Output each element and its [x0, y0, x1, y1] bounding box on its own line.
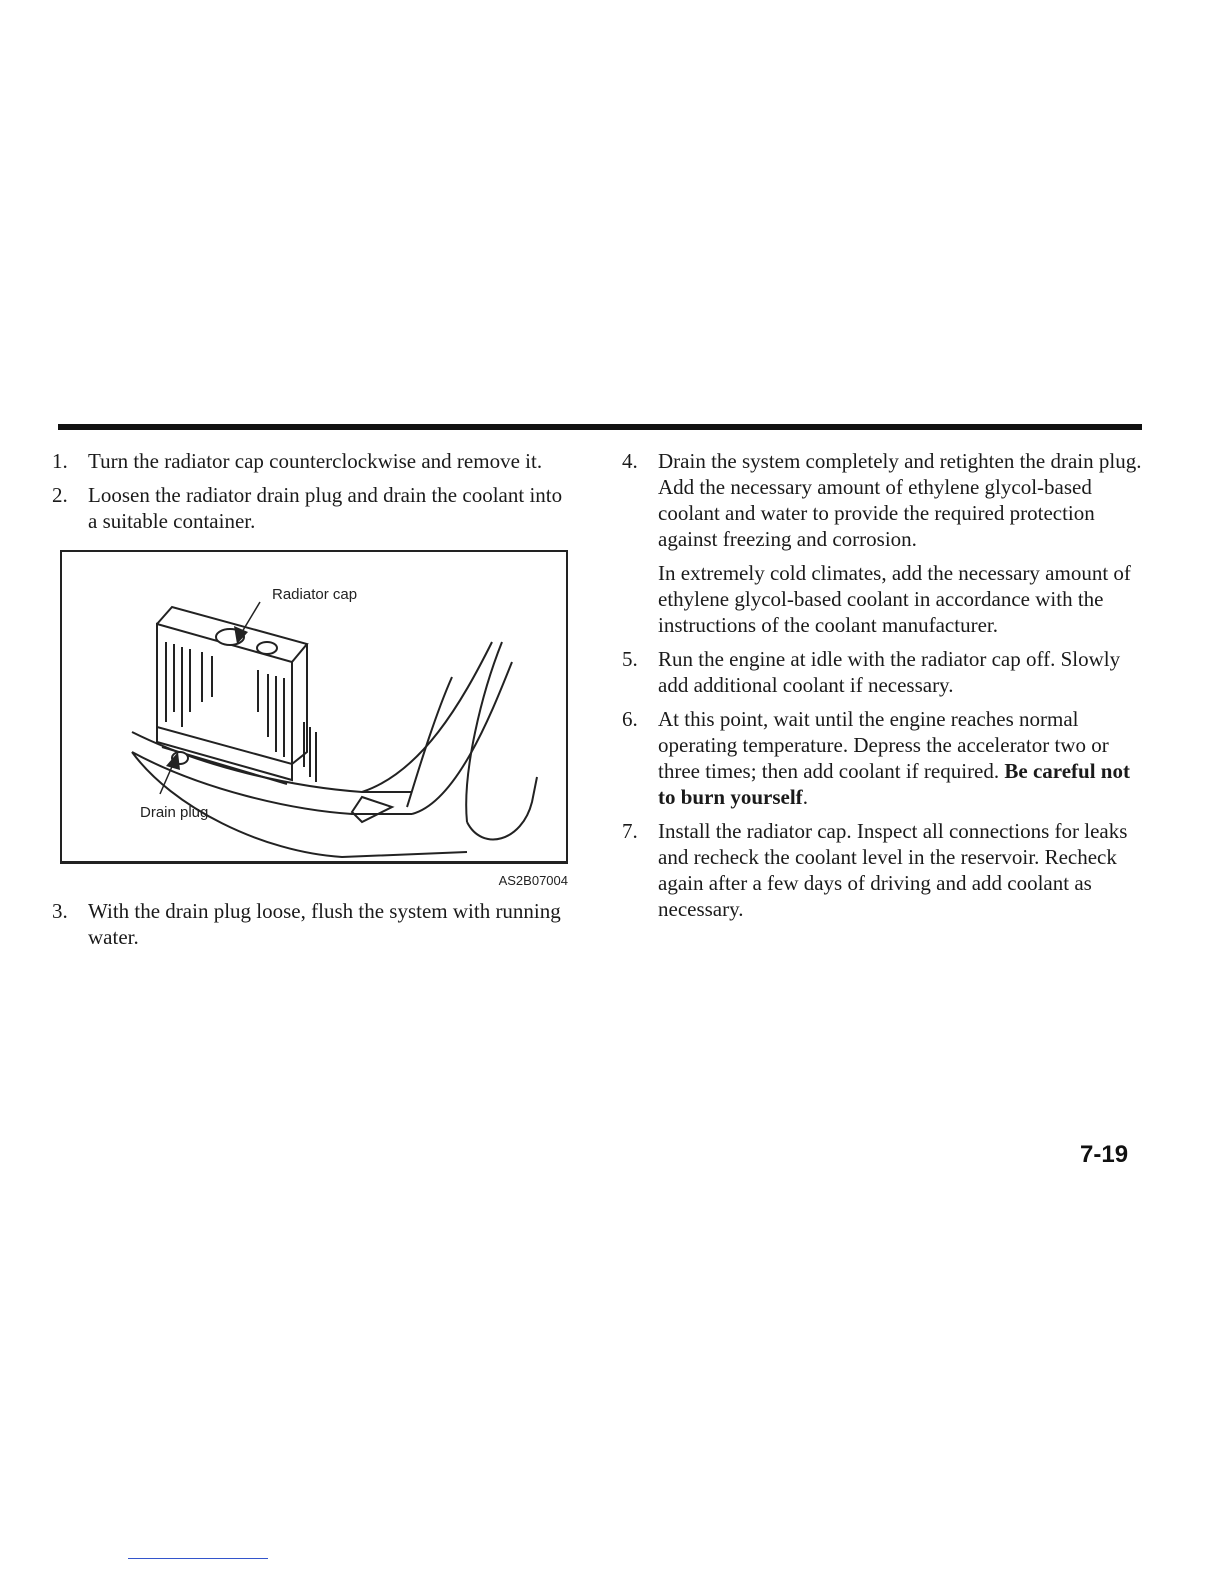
step-text: Run the engine at idle with the radiator cap off. Slowly add additional coolant if necessary. [658, 647, 1121, 697]
step-number: 3. [52, 899, 68, 923]
step-7 [622, 818, 1142, 922]
right-column [622, 448, 1142, 930]
radiator-cap-label: Radiator cap [272, 586, 358, 603]
step-note: In extremely cold climates, add the necessary amount of ethylene glycol-based coolant in accordance with the instructions of the coolant manufacturer. [658, 561, 1131, 637]
warning-end: . [802, 785, 808, 809]
step-number: 5. [622, 647, 638, 671]
step-text: Install the radiator cap. Inspect all connections for leaks and recheck the coolant level in the reservoir. Recheck again after a few days of driving and add coolant as necessary. [658, 819, 1128, 921]
step-text-main: At this point, wait until the engine reaches normal operating temperature. Depress the accelerator two or three times; then add coolant if required. [658, 707, 1109, 783]
figure-code: AS2B07004 [498, 873, 568, 888]
step-3 [52, 898, 572, 950]
step-text [658, 706, 1142, 810]
step-text: With the drain plug loose, flush the system with running water. [88, 899, 561, 949]
step-number: 6. [622, 707, 638, 731]
radiator-illustration [60, 550, 568, 864]
step-6 [622, 706, 1142, 810]
top-rule [58, 424, 1142, 430]
step-number: 1. [52, 449, 68, 473]
step-number: 2. [52, 483, 68, 507]
step-number: 4. [622, 449, 638, 473]
step-5 [622, 646, 1142, 698]
drain-plug-label: Drain plug [140, 804, 209, 821]
page-number: 7-19 [1080, 1141, 1129, 1168]
step-number: 7. [622, 819, 638, 843]
bottom-divider [128, 1558, 268, 1559]
step-1 [52, 448, 572, 474]
step-text: Turn the radiator cap counterclockwise and remove it. [88, 449, 543, 473]
step-text: Loosen the radiator drain plug and drain the coolant into a suitable container. [88, 483, 563, 533]
step-2 [52, 482, 572, 534]
warning-text: Be careful not to burn yourself [658, 759, 1130, 809]
step-text: Drain the system completely and retighten the drain plug. Add the necessary amount of ethylene glycol-based coolant and water to provide the required protection against freezing and corrosion. [658, 449, 1142, 551]
left-column [52, 448, 572, 958]
step-4 [622, 448, 1142, 638]
